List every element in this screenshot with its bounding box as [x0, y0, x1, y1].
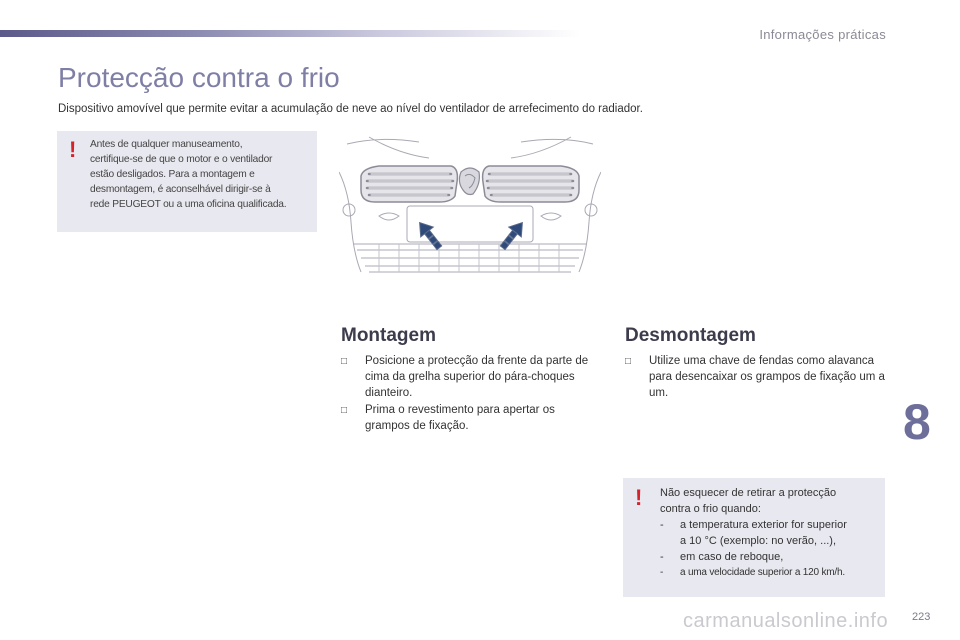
warning-line: certifique-se de que o motor e o ventilador — [90, 154, 273, 165]
checkbox-bullet-icon: □ — [341, 356, 348, 367]
warning-line: em caso de reboque, — [680, 551, 784, 563]
list-item: - em caso de reboque, — [660, 551, 784, 563]
intro-text: Dispositivo amovível que permite evitar a acumulação de neve ao nível do ventilador de arrefecimento do radiador. — [58, 103, 643, 115]
section-header: Informações práticas — [759, 27, 886, 42]
list-item: - a temperatura exterior for superior a 10 °C (exemplo: no verão, ...), — [660, 519, 847, 547]
warning-line: Não esquecer de retirar a protecção — [660, 487, 837, 499]
exclamation-icon: ! — [635, 485, 643, 510]
page-number: 223 — [912, 611, 931, 623]
warning-line: estão desligados. Para a montagem e — [90, 169, 255, 180]
montagem-steps — [341, 353, 596, 435]
warning-line: rede PEUGEOT ou a uma oficina qualificada. — [90, 199, 287, 210]
list-item — [341, 402, 596, 434]
warning-line: a temperatura exterior for superior — [680, 519, 847, 531]
list-item: - a uma velocidade superior a 120 km/h. — [660, 565, 877, 581]
step-text: Prima o revestimento para apertar os grampos de fixação. — [365, 404, 555, 432]
warning-line: Antes de qualquer manuseamento, — [90, 139, 243, 150]
grille-illustration — [339, 132, 601, 275]
desmontagem-steps — [625, 353, 885, 402]
list-item — [341, 353, 596, 401]
warning-line: desmontagem, é aconselhável dirigir-se à — [90, 184, 271, 195]
header-gradient-bar — [0, 30, 580, 37]
desmontagem-title: Desmontagem — [625, 325, 756, 346]
step-text: Utilize uma chave de fendas como alavanca para desencaixar os grampos de fixação um a um. — [649, 355, 885, 399]
list-item — [625, 353, 885, 401]
chapter-number: 8 — [903, 394, 931, 450]
exclamation-icon: ! — [69, 137, 77, 162]
watermark: carmanualsonline.info — [683, 610, 889, 632]
warning-box-right — [623, 478, 885, 597]
page-title: Protecção contra o frio — [58, 62, 340, 93]
warning-line: a uma velocidade superior a 120 km/h. — [680, 567, 845, 578]
checkbox-bullet-icon: □ — [625, 356, 632, 367]
checkbox-bullet-icon: □ — [341, 405, 348, 416]
warning-line: contra o frio quando: — [660, 503, 761, 515]
montagem-title: Montagem — [341, 325, 436, 346]
step-text: Posicione a protecção da frente da parte de cima da grelha superior do pára-choques dianteiro. — [365, 355, 589, 399]
warning-line: a 10 °C (exemplo: no verão, ...), — [680, 535, 837, 547]
warning-box-left — [57, 131, 317, 232]
